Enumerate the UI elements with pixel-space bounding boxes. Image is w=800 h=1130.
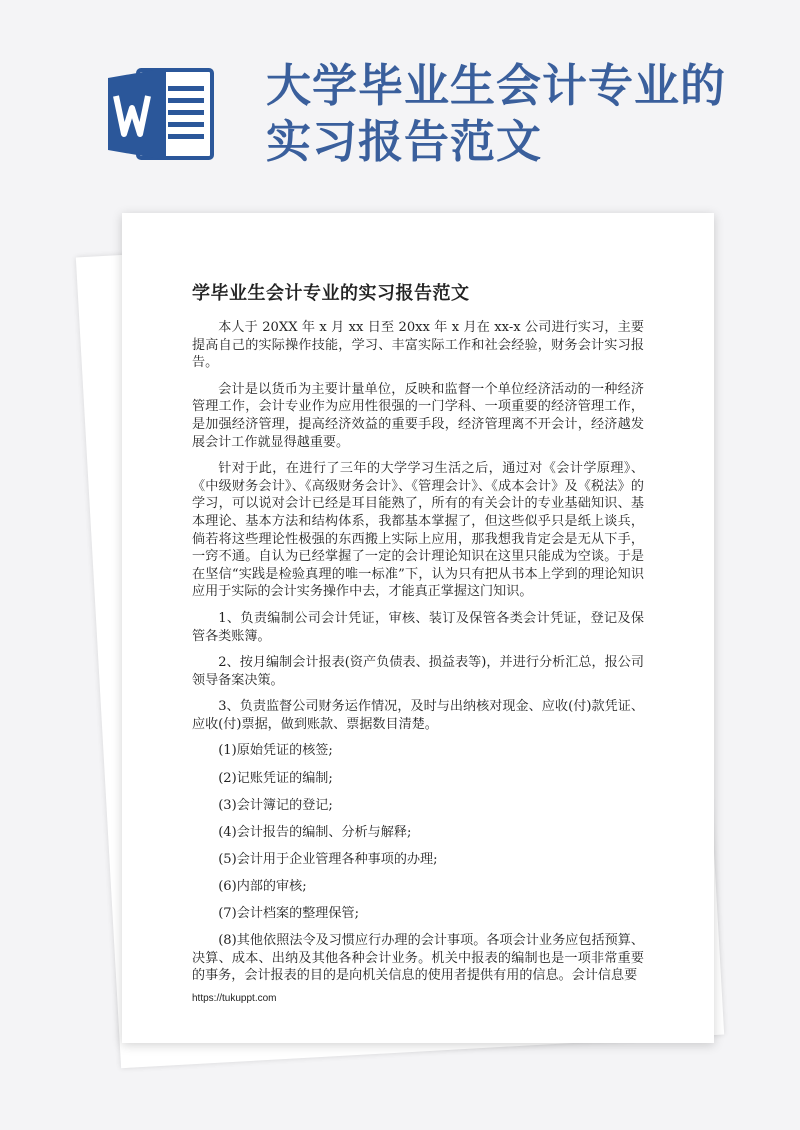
paragraph: 针对于此，在进行了三年的大学学习生活之后，通过对《会计学原理》、《中级财务会计》、《高级财务会计》、《管理会计》、《成本会计》及《税法》的学习，可以说对会计已经是耳目能熟了，所有的有关会计的专业基础知识、基本理论、基本方法和结构体系，我都基本掌握了，但这些似乎只是纸上谈兵，倘若将这些理论性极强的东西搬上实际上应用，那我想我肯定会是无从下手，一窍不通。自认为已经掌握了一定的会计理论知识在这里只能成为空谈。于是在坚信“实践是检验真理的唯一标准”下，认为只有把从书本上学到的理论知识应用于实际的会计实务操作中去，才能真正掌握这门知识。	[192, 461, 644, 600]
document-page	[122, 213, 714, 1043]
list-item: (2)记账凭证的编制;	[218, 770, 333, 786]
paragraph: 本人于 20XX 年 x 月 xx 日至 20xx 年 x 月在 xx-x 公司进行实习，主要提高自己的实际操作技能，学习、丰富实际工作和社会经验，财务会计实习报告。	[192, 320, 644, 371]
word-document-icon	[108, 66, 216, 162]
list-item: (4)会计报告的编制、分析与解释;	[218, 824, 412, 840]
list-item: (6)内部的审核;	[218, 878, 307, 894]
paragraph: 会计是以货币为主要计量单位，反映和监督一个单位经济活动的一种经济管理工作，会计专业作为应用性很强的一门学科、一项重要的经济管理工作，是加强经济管理，提高经济效益的重要手段，经济管理离不开会计，经济越发展会计工作就显得越重要。	[192, 381, 644, 450]
list-item: (5)会计用于企业管理各种事项的办理;	[218, 851, 438, 867]
paragraph: 1、负责编制公司会计凭证，审核、装订及保管各类会计凭证，登记及保管各类账簿。	[192, 610, 644, 644]
banner-title: 大学毕业生会计专业的实习报告范文	[266, 59, 727, 168]
paragraph: (8)其他依照法令及习惯应行办理的会计事项。各项会计业务应包括预算、决算、成本、出纳及其他各种会计业务。机关中报表的编制也是一项非常重要的事务，会计报表的目的是向机关信息的使用者提供有用的信息。会计信息要	[192, 933, 644, 984]
footer-url: https://tukuppt.com	[192, 993, 277, 1004]
list-item: (1)原始凭证的核签;	[218, 743, 333, 759]
document-title: 学毕业生会计专业的实习报告范文	[192, 283, 470, 304]
paragraph: 3、负责监督公司财务运作情况，及时与出纳核对现金、应收(付)款凭证、应收(付)票据，做到账款、票据数目清楚。	[192, 699, 644, 732]
banner	[0, 0, 800, 200]
paragraph: 2、按月编制会计报表(资产负债表、损益表等)，并进行分析汇总，报公司领导备案决策。	[192, 655, 644, 688]
document-body	[192, 319, 644, 994]
list-item: (7)会计档案的整理保管;	[218, 906, 359, 922]
list-item: (3)会计簿记的登记;	[218, 797, 333, 813]
